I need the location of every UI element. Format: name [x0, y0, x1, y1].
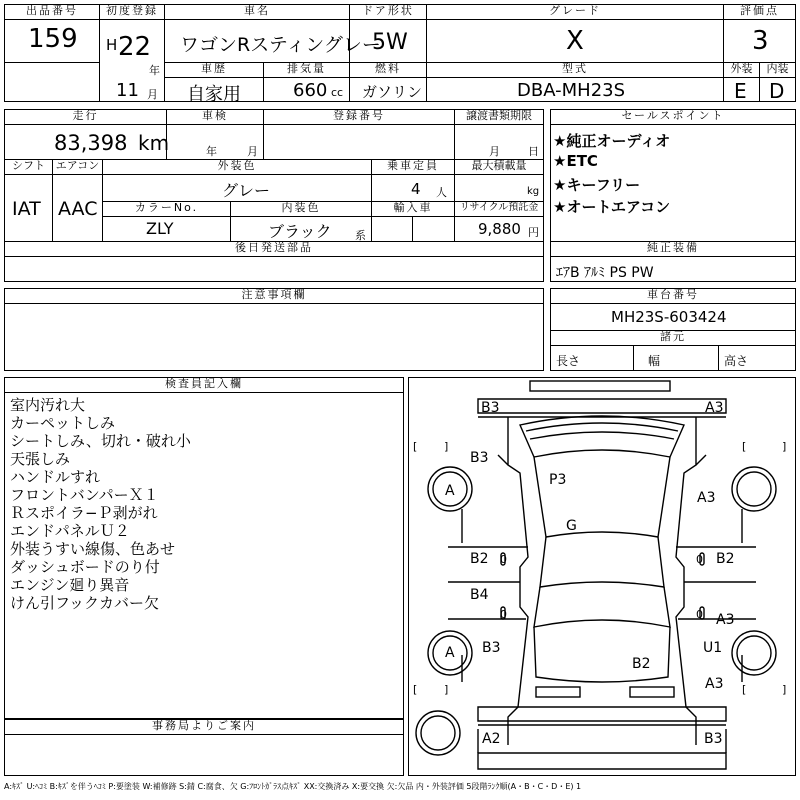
- shift: IAT: [12, 198, 41, 220]
- color-no: ZLY: [146, 219, 174, 238]
- color-no-label: カラーNo.: [102, 201, 231, 217]
- era: H: [106, 36, 118, 54]
- score-label: 評価点: [723, 4, 796, 20]
- max-load-label: 最大積載量: [454, 159, 544, 175]
- inspector-line: ダッシュボードのり付: [10, 558, 160, 576]
- office-label: 事務局よりご案内: [4, 719, 404, 735]
- grade-label: グレード: [426, 4, 724, 20]
- month-unit: 月: [147, 88, 158, 101]
- damage-mark: A3: [716, 612, 735, 628]
- first-reg-month: 11: [116, 80, 139, 101]
- inspector-line: シートしみ、切れ・破れ小: [10, 432, 191, 450]
- car-diagram: [408, 377, 796, 776]
- inspector-line: フロントバンパーＸ１: [10, 486, 159, 504]
- transfer-label: 譲渡書類期限: [454, 109, 544, 125]
- damage-mark: B3: [470, 450, 489, 466]
- max-load-unit: kg: [527, 186, 540, 197]
- inspector-line: 室内汚れ大: [10, 396, 86, 414]
- inspector-line: カーペットしみ: [10, 414, 116, 432]
- inspector-label: 検査員記入欄: [4, 377, 404, 393]
- year-unit: 年: [149, 64, 160, 77]
- ac-label: エアコン: [52, 159, 103, 175]
- insp-year-unit: 年: [206, 145, 217, 158]
- car-name: ワゴンRスティングレー: [180, 34, 381, 56]
- inspector-line: 天張しみ: [10, 450, 71, 468]
- import-label: 輸入車: [371, 201, 455, 217]
- width-label: 幅: [648, 354, 661, 368]
- damage-mark: A3: [705, 676, 724, 692]
- recycle-unit: 円: [528, 226, 539, 239]
- bracket-right: ]: [444, 440, 449, 453]
- first-reg-label: 初度登録: [99, 4, 165, 20]
- lot-label: 出品番号: [4, 4, 100, 20]
- exterior-score: E: [734, 79, 747, 103]
- capacity: 4: [411, 180, 421, 198]
- first-reg-year: 22: [118, 32, 152, 62]
- damage-mark: B4: [470, 587, 489, 603]
- damage-mark: G: [566, 518, 577, 534]
- displacement-unit: cc: [331, 86, 344, 99]
- later-parts-label: 後日発送部品: [4, 241, 544, 257]
- sales-point-item: ★キーフリー: [553, 176, 641, 194]
- exterior-label: 外装: [723, 62, 760, 78]
- int-color-unit: 系: [355, 229, 366, 242]
- sales-point-item: ★純正オーディオ: [553, 132, 671, 150]
- damage-mark: B2: [716, 551, 735, 567]
- capacity-label: 乗車定員: [371, 159, 455, 175]
- history-label: 車歴: [164, 62, 264, 78]
- inspector-line: 外装うすい線傷、色あせ: [10, 540, 176, 558]
- damage-mark: B3: [481, 400, 500, 416]
- history: 自家用: [187, 84, 241, 105]
- inspection-label: 車検: [166, 109, 264, 125]
- damage-mark: B2: [632, 656, 651, 672]
- mileage-unit: km: [138, 131, 170, 155]
- damage-mark: A: [445, 645, 455, 661]
- doors: 5W: [372, 30, 408, 55]
- sales-point-item: ★ETC: [553, 152, 598, 170]
- mark-zero: 0: [500, 553, 507, 566]
- exterior-color: グレー: [222, 181, 271, 200]
- legend: A:ｷｽﾞ U:ﾍｺﾐ B:ｷｽﾞを伴うﾍｺﾐ P:要塗装 W:補修跡 S:錆 C:腐食、欠 G:ﾌﾛﾝﾄｶﾞﾗｽ点ｷｽﾞ XX:交換済み X:要交換 欠:欠品 内・外装評価 5段階ﾗﾝｸ順(A・B・C・D・E) 1: [4, 782, 582, 791]
- lot-number: 159: [28, 24, 78, 54]
- damage-mark: A3: [697, 490, 716, 506]
- int-color-label: 内装色: [230, 201, 372, 217]
- damage-mark: B3: [482, 640, 501, 656]
- bracket-left: [: [742, 440, 747, 453]
- damage-mark: A: [445, 483, 455, 499]
- model: DBA-MH23S: [517, 80, 626, 101]
- sales-point-item: ★オートエアコン: [553, 198, 671, 216]
- transfer-month-unit: 月: [489, 145, 500, 158]
- mileage: 83,398: [54, 131, 128, 155]
- bracket-left: [: [742, 683, 747, 696]
- displacement-label: 排気量: [263, 62, 350, 78]
- insp-month-unit: 月: [247, 145, 258, 158]
- shift-label: シフト: [4, 159, 53, 175]
- damage-mark: P3: [549, 472, 567, 488]
- car-name-label: 車名: [164, 4, 350, 20]
- chassis-number: MH23S-603424: [611, 308, 727, 326]
- recycle-label: リサイクル預託金: [454, 201, 544, 217]
- bracket-right: ]: [782, 440, 787, 453]
- inspector-line: Ｒスポイラ−Ｐ剥がれ: [10, 504, 158, 522]
- height-label: 高さ: [724, 354, 749, 368]
- recycle-fee: 9,880: [478, 220, 521, 238]
- interior-score: D: [769, 79, 785, 103]
- score: 3: [752, 26, 769, 56]
- bracket-left: [: [413, 683, 418, 696]
- damage-mark: A2: [482, 731, 501, 747]
- inspector-line: エンドパネルＵ２: [10, 522, 130, 540]
- bracket-right: ]: [782, 683, 787, 696]
- sales-points-label: セールスポイント: [550, 109, 796, 125]
- bracket-right: ]: [444, 683, 449, 696]
- mark-zero: 0: [696, 553, 703, 566]
- inspector-line: けん引フックカバー欠: [10, 594, 159, 612]
- inspector-notes: [10, 396, 191, 612]
- dimensions-label: 諸元: [550, 330, 796, 346]
- color-label: 外装色: [102, 159, 372, 175]
- inspector-line: エンジン廻り異音: [10, 576, 130, 594]
- chassis-label: 車台番号: [550, 288, 796, 304]
- fuel: ガソリン: [362, 83, 423, 101]
- genuine-equipment: ｴｱB ｱﾙﾐ PS PW: [556, 265, 654, 281]
- doors-label: ドア形状: [349, 4, 427, 20]
- damage-mark: B2: [470, 551, 489, 567]
- genuine-label: 純正装備: [550, 241, 796, 257]
- mileage-label: 走行: [4, 109, 167, 125]
- model-label: 型式: [426, 62, 724, 78]
- displacement: 660: [293, 80, 328, 101]
- bracket-left: [: [413, 440, 418, 453]
- interior-label: 内装: [759, 62, 796, 78]
- reg-no-label: 登録番号: [263, 109, 455, 125]
- grade: X: [566, 26, 584, 56]
- ac: AAC: [58, 198, 98, 220]
- length-label: 長さ: [556, 354, 581, 368]
- fuel-label: 燃料: [349, 62, 427, 78]
- damage-mark: B3: [704, 731, 723, 747]
- damage-mark: A3: [705, 400, 724, 416]
- inspector-line: ハンドルすれ: [10, 468, 101, 486]
- mark-zero: 0: [696, 608, 703, 621]
- capacity-unit: 人: [436, 186, 447, 199]
- mark-zero: 0: [500, 608, 507, 621]
- notes-label: 注意事項欄: [4, 288, 544, 304]
- damage-mark: U1: [703, 640, 723, 656]
- interior-color: ブラック: [268, 222, 332, 241]
- transfer-day-unit: 日: [528, 145, 539, 158]
